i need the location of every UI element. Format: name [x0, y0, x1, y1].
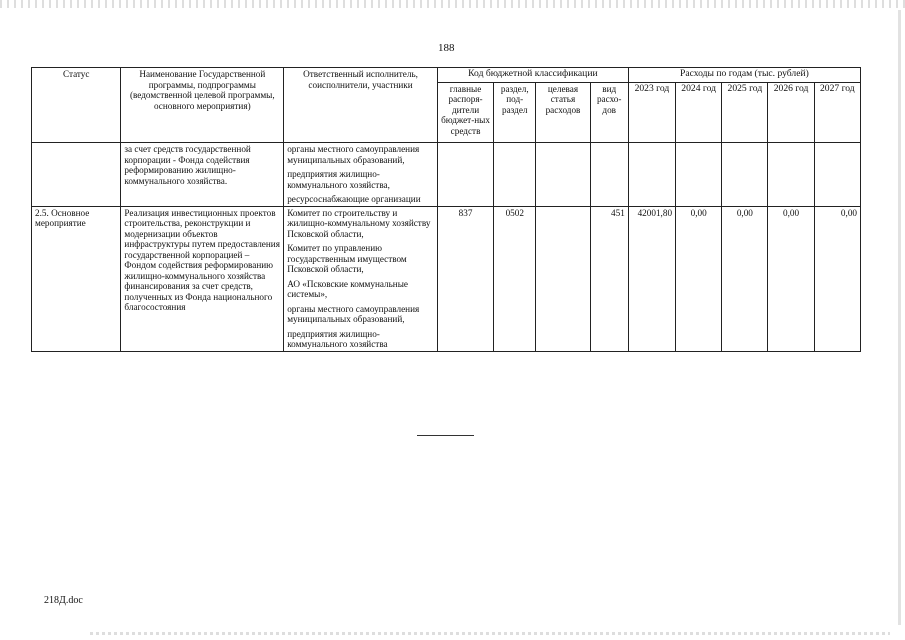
responsible-line: органы местного самоуправления муниципальных образований,: [287, 144, 420, 165]
cell-value-2027: [814, 143, 860, 207]
cell-name: за счет средств государственной корпорации - Фонда содействия реформированию жилищно-коммунального хозяйства.: [121, 143, 284, 207]
header-code-chief-admin: главные распоря-дители бюджет-ных средств: [437, 82, 493, 142]
table-row: [32, 206, 861, 351]
cell-code-section: [494, 143, 536, 207]
cell-value-2023: 42001,80: [628, 206, 675, 351]
cell-value-2025: 0,00: [722, 206, 768, 351]
header-code-expense-type: вид расхо-дов: [590, 82, 628, 142]
budget-table: [31, 67, 861, 352]
footer-file-name: 218Д.doc: [44, 595, 83, 606]
header-year-2025: 2025 год: [722, 82, 768, 142]
header-row-1: [32, 68, 861, 83]
header-code-target-item: целевая статья расходов: [536, 82, 590, 142]
cell-value-2026: 0,00: [768, 206, 814, 351]
responsible-line: Комитет по строительству и жилищно-коммунальному хозяйству Псковской области,: [287, 207, 431, 239]
header-year-2024: 2024 год: [676, 82, 722, 142]
header-status: Статус: [32, 68, 121, 143]
responsible-line: предприятия жилищно-коммунального хозяйства,: [287, 169, 390, 190]
header-year-2027: 2027 год: [814, 82, 860, 142]
cell-code-target-item: [536, 143, 590, 207]
cell-value-2027: 0,00: [814, 206, 860, 351]
header-responsible: Ответственный исполнитель, соисполнители, участники: [284, 68, 438, 143]
cell-status: [32, 143, 121, 207]
scan-artifact-right: [898, 10, 901, 625]
cell-code-chief-admin: [437, 143, 493, 207]
header-code-section: раздел, под-раздел: [494, 82, 536, 142]
cell-value-2024: [676, 143, 722, 207]
cell-responsible: [284, 143, 438, 207]
responsible-line: органы местного самоуправления муниципальных образований,: [287, 303, 420, 324]
header-budget-code-group: Код бюджетной классификации: [437, 68, 628, 83]
header-year-2026: 2026 год: [768, 82, 814, 142]
section-divider-line: [417, 435, 474, 436]
page-number: 188: [438, 42, 455, 54]
cell-code-section: 0502: [494, 206, 536, 351]
header-expenses-group: Расходы по годам (тыс. рублей): [628, 68, 860, 83]
cell-status: 2.5. Основное мероприятие: [32, 206, 121, 351]
cell-code-target-item: [536, 206, 590, 351]
responsible-line: АО «Псковские коммунальные системы»,: [287, 278, 408, 299]
header-name: Наименование Государственной программы, подпрограммы (ведомственной целевой программы, основного мероприятия): [121, 68, 284, 143]
scan-artifact-bottom: [90, 632, 890, 635]
cell-code-expense-type: 451: [590, 206, 628, 351]
responsible-line: Комитет по управлению государственным имуществом Псковской области,: [287, 243, 407, 274]
table-row: [32, 143, 861, 207]
responsible-line: ресурсоснабжающие организации: [287, 194, 421, 204]
cell-code-chief-admin: 837: [437, 206, 493, 351]
cell-responsible: [284, 206, 438, 351]
cell-code-expense-type: [590, 143, 628, 207]
responsible-line: предприятия жилищно-коммунального хозяйства: [287, 328, 388, 349]
cell-value-2023: [628, 143, 675, 207]
header-year-2023: 2023 год: [628, 82, 675, 142]
scan-artifact-top: [0, 0, 905, 8]
cell-value-2026: [768, 143, 814, 207]
cell-value-2025: [722, 143, 768, 207]
cell-name: Реализация инвестиционных проектов строительства, реконструкции и модернизации объектов инфраструктуры путем предоставления государственной корпорацией – Фондом содействия реформированию жилищно-коммунального хозяйства финансирования за счет средств, полученных из Фонда национального благосостояния: [121, 206, 284, 351]
cell-value-2024: 0,00: [676, 206, 722, 351]
